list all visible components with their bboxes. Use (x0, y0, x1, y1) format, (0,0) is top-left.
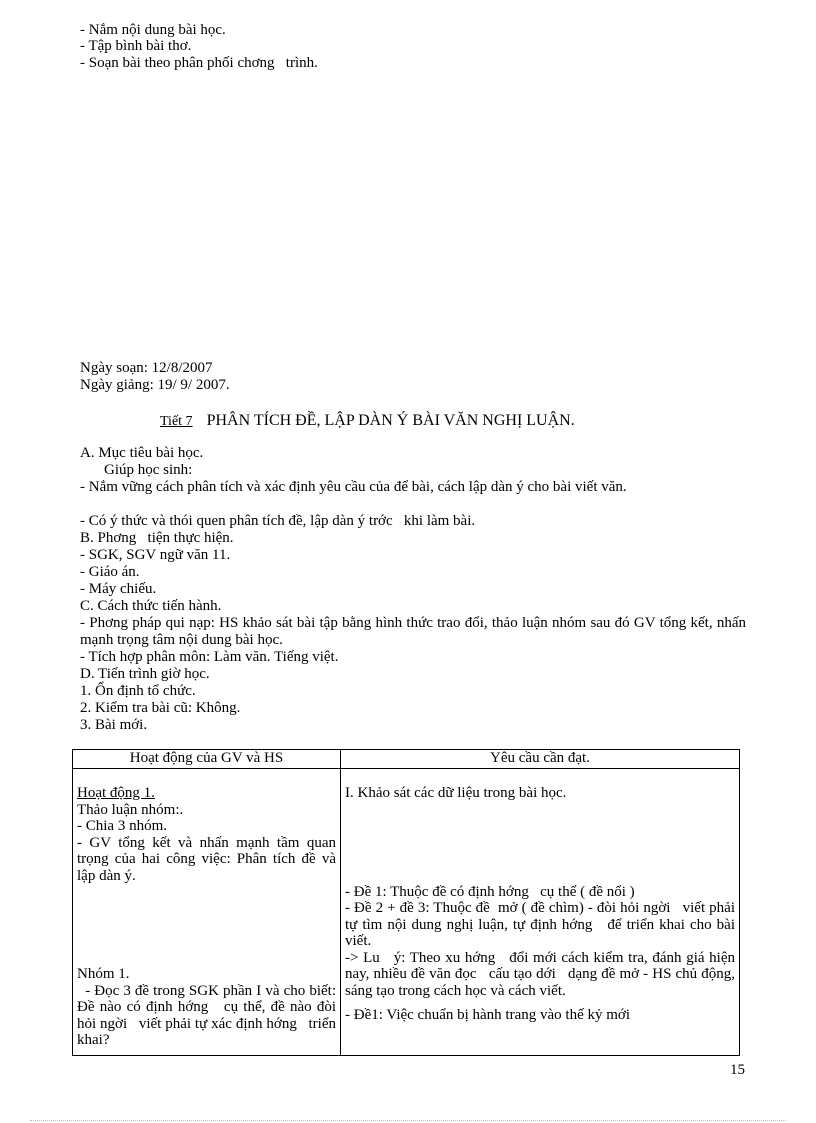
section-b-item-1: - SGK, SGV ngữ văn 11. (80, 547, 231, 563)
section-d-heading: D. Tiến trình giờ học. (80, 666, 210, 682)
activity-table (72, 749, 740, 1056)
section-d-item-2: 2. Kiểm tra bài cũ: Không. (80, 700, 241, 716)
date-soan: Ngày soạn: 12/8/2007 (80, 360, 213, 376)
lesson-title (160, 412, 575, 430)
group-1-heading: Nhóm 1. (77, 966, 130, 982)
right-line-4: -> Lu ý: Theo xu hớng đổi mới cách kiểm tra, đánh giá hiện nay, nhiều đề văn đọc cấu tạo dới dạng đề mở - HS chủ động, sáng tạo trong cách học và cách viết. (345, 949, 739, 999)
section-c-item-2: - Tích hợp phân môn: Làm văn. Tiếng việt. (80, 649, 339, 665)
date-giang: Ngày giảng: 19/ 9/ 2007. (80, 377, 230, 393)
lesson-title-text: PHÂN TÍCH ĐỀ, LẬP DÀN Ý BÀI VĂN NGHỊ LUẬN. (206, 412, 575, 429)
section-c-heading: C. Cách thức tiến hành. (80, 598, 222, 614)
right-line-2: - Đề 1: Thuộc đề có định hớng cụ thể ( đề nổi ) (345, 883, 635, 900)
prep-line-1: - Nắm nội dung bài học. (80, 22, 226, 38)
section-a-item-2: - Có ý thức và thói quen phân tích đề, lập dàn ý trớc khi làm bài. (80, 513, 476, 529)
header-activities: Hoạt động của GV và HS (73, 750, 341, 769)
left-line-4: - Đọc 3 đề trong SGK phần I và cho biết: Đề nào có định hớng cụ thể, đề nào đòi hỏi ngời viết phải tự xác định hớng triển khai? (77, 982, 340, 1048)
prep-line-2: - Tập bình bài thơ. (80, 38, 192, 54)
section-a-sub: Giúp học sinh: (104, 462, 193, 478)
left-line-3: - GV tổng kết và nhấn mạnh tầm quan trọng của hai công việc: Phân tích đề và lập dàn ý. (77, 834, 336, 884)
section-b-item-3: - Máy chiếu. (80, 581, 157, 597)
section-b-heading: B. Phơng tiện thực hiện. (80, 530, 234, 546)
section-b-item-2: - Giáo án. (80, 564, 140, 580)
section-a-heading: A. Mục tiêu bài học. (80, 445, 204, 461)
section-c-item-1: - Phơng pháp qui nạp: HS khảo sát bài tập bằng hình thức trao đổi, thảo luận nhóm sau đó GV tổng kết, nhấn mạnh trọng tâm nội dung bài học. (80, 615, 746, 648)
header-requirements: Yêu cầu cần đạt. (341, 750, 740, 769)
lesson-number: Tiết 7 (160, 414, 193, 429)
prep-line-3: - Soạn bài theo phân phối chơng trình. (80, 55, 318, 71)
left-cell (73, 769, 341, 1056)
right-cell (341, 769, 740, 1056)
section-d-item-1: 1. Ổn định tổ chức. (80, 683, 196, 699)
right-line-5: - Đề1: Việc chuẩn bị hành trang vào thế kỷ mới (345, 1007, 631, 1023)
activity-1-heading: Hoạt động 1. (77, 785, 155, 801)
section-d-item-3: 3. Bài mới. (80, 717, 148, 733)
section-a-item-1: - Nắm vững cách phân tích và xác định yêu cầu của để bài, cách lập dàn ý cho bài viết văn. (80, 479, 627, 495)
table-header-row (73, 750, 740, 769)
right-line-1: I. Khảo sát các dữ liệu trong bài học. (345, 785, 567, 801)
right-line-3: - Đề 2 + đề 3: Thuộc đề mở ( đề chìm) - đòi hỏi ngời viết phải tự tìm nội dung nghị luận, tự định hớng để triển khai cho bài viết. (345, 900, 739, 949)
left-line-2: - Chia 3 nhóm. (77, 818, 167, 834)
page-divider (30, 1120, 786, 1121)
table-row (73, 769, 740, 1056)
left-line-1: Thảo luận nhóm:. (77, 801, 184, 818)
page-number: 15 (730, 1062, 745, 1078)
